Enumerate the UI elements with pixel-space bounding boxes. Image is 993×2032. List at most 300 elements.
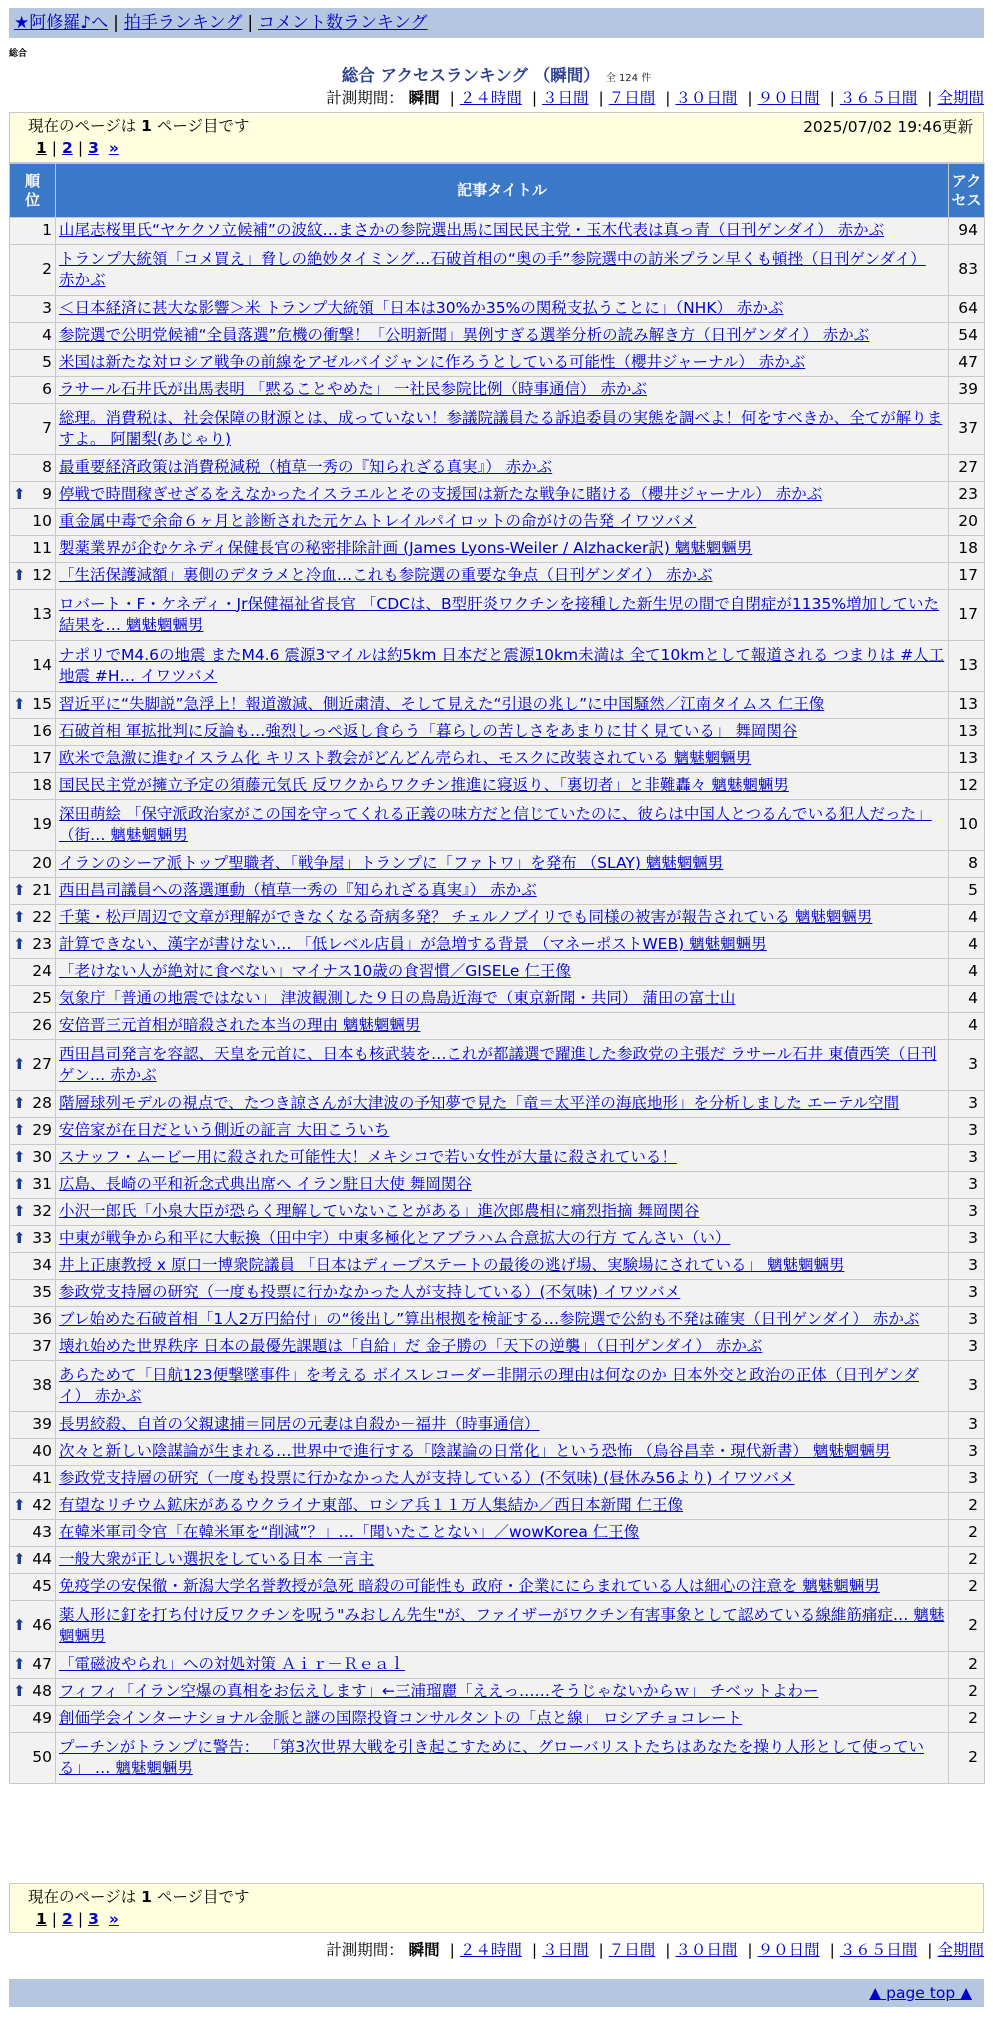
rank-number: 41 (32, 1469, 52, 1488)
table-row (10, 350, 985, 377)
title-cell (56, 1493, 949, 1520)
period-24h-link[interactable]: ２４時間 (459, 1941, 522, 1959)
page-1-current: 1 (36, 1910, 47, 1928)
article-title-link[interactable]: 石破首相 軍拡批判に反論も…強烈しっぺ返し食らう「暮らしの苦しさをあまりに甘く見ている」 舞岡関谷 (59, 722, 798, 741)
rank-number: 39 (32, 1415, 52, 1434)
rank-cell (10, 641, 56, 692)
article-title-link[interactable]: 重金属中毒で余命６ヶ月と診断された元ケムトレイルパイロットの命がけの告発 イワツバメ (59, 512, 697, 531)
title-cell (56, 1199, 949, 1226)
up-arrow-icon: ⬆ (13, 695, 26, 714)
table-row (10, 986, 985, 1013)
article-title-link[interactable]: 有望なリチウム鉱床があるウクライナ東部、ロシア兵１１万人集結か／西日本新聞 仁王像 (59, 1496, 684, 1515)
access-count: 3 (949, 1466, 985, 1493)
access-column-header: アクセス (949, 164, 985, 218)
rank-cell (10, 1574, 56, 1601)
table-row (10, 563, 985, 590)
period-7d-link[interactable]: ７日間 (608, 89, 656, 107)
title-cell (56, 218, 949, 245)
rank-cell (10, 1520, 56, 1547)
access-count: 3 (949, 1253, 985, 1280)
title-cell (56, 1118, 949, 1145)
rank-cell (10, 959, 56, 986)
rank-number: 2 (42, 260, 52, 279)
up-arrow-icon: ⬆ (13, 1055, 26, 1074)
table-row (10, 1013, 985, 1040)
rank-cell (10, 1706, 56, 1733)
table-row (10, 590, 985, 641)
up-arrow-icon: ⬆ (13, 1094, 26, 1113)
rank-cell (10, 1199, 56, 1226)
rank-cell (10, 719, 56, 746)
article-title-link[interactable]: 参政党支持層の研究（一度も投票に行かなかった人が支持している）(不気味) (昼休み56より) イワツバメ (59, 1469, 795, 1488)
article-title-link[interactable]: 免疫学の安保徹・新潟大学名誉教授が急死 暗殺の可能性も 政府・企業ににらまれている人は細心の注意を 魑魅魍魎男 (59, 1577, 880, 1596)
access-count: 13 (949, 746, 985, 773)
period-24h-link[interactable]: ２４時間 (459, 89, 522, 107)
access-count: 4 (949, 986, 985, 1013)
article-title-link[interactable]: 参政党支持層の研究（一度も投票に行かなかった人が支持している）(不気味) イワツバメ (59, 1283, 681, 1302)
article-title-link[interactable]: スナッフ・ムービー用に殺された可能性大！メキシコで若い女性が大量に殺されている！ (59, 1148, 677, 1167)
rank-cell (10, 563, 56, 590)
rank-number: 35 (32, 1283, 52, 1302)
rank-number: 34 (32, 1256, 52, 1275)
table-row (10, 1601, 985, 1652)
title-cell (56, 1547, 949, 1574)
article-title-link[interactable]: 欧米で急激に進むイスラム化 キリスト教会がどんどん売られ、モスクに改装されている 魑魅魍魎男 (59, 749, 752, 768)
rank-cell (10, 1040, 56, 1091)
title-cell (56, 905, 949, 932)
rank-cell (10, 851, 56, 878)
title-cell (56, 563, 949, 590)
article-title-link[interactable]: 一般大衆が正しい選択をしている日本 一言主 (59, 1550, 374, 1569)
access-count: 10 (949, 800, 985, 851)
article-title-link[interactable]: 国民民主党が擁立予定の須藤元気氏 反ワクからワクチン推進に寝返り、「裏切者」と非難轟々 魑魅魍魎男 (59, 776, 789, 795)
up-arrow-icon: ⬆ (13, 485, 26, 504)
next-page-link[interactable]: » (108, 1910, 119, 1928)
table-row (10, 1334, 985, 1361)
rank-number: 31 (32, 1175, 52, 1194)
article-title-link[interactable]: 中東が戦争から和平に大転換（田中宇）中東多極化とアブラハム合意拡大の行方 てんさい（い） (59, 1229, 731, 1248)
rank-number: 48 (32, 1682, 52, 1701)
access-count: 3 (949, 1040, 985, 1091)
rank-cell (10, 1172, 56, 1199)
access-count: 3 (949, 1307, 985, 1334)
access-count: 2 (949, 1574, 985, 1601)
page-2-link[interactable]: 2 (62, 1910, 73, 1928)
rank-number: 29 (32, 1121, 52, 1140)
table-row (10, 1091, 985, 1118)
access-count: 13 (949, 641, 985, 692)
current-page-text: 現在のページは 1 ページ目です (28, 1888, 250, 1906)
access-count: 2 (949, 1679, 985, 1706)
period-3d-link[interactable]: ３日間 (542, 1941, 589, 1959)
table-row (10, 1520, 985, 1547)
rank-number: 4 (42, 326, 52, 345)
rank-number: 24 (32, 962, 52, 981)
period-30d-link[interactable]: ３０日間 (675, 89, 738, 107)
rank-number: 7 (42, 419, 52, 438)
rank-number: 16 (32, 722, 52, 741)
rank-number: 22 (32, 908, 52, 927)
up-arrow-icon: ⬆ (13, 881, 26, 900)
article-title-link[interactable]: あらためて「日航123便撃墜事件」を考える ボイスレコーダー非開示の理由は何なのか 日本外交と政治の正体（日刊ゲンダイ） 赤かぶ (59, 1365, 919, 1405)
access-count: 3 (949, 1145, 985, 1172)
rank-number: 40 (32, 1442, 52, 1461)
rank-number: 8 (42, 458, 52, 477)
rank-cell (10, 692, 56, 719)
up-arrow-icon: ⬆ (13, 1175, 26, 1194)
title-cell (56, 1145, 949, 1172)
article-title-link[interactable]: 山尾志桜里氏“ヤケクソ立候補”の波紋…まさかの参院選出馬に国民民主党・玉木代表は真っ青（日刊ゲンダイ） 赤かぶ (59, 221, 885, 240)
rank-cell (10, 590, 56, 641)
access-count: 2 (949, 1652, 985, 1679)
title-cell (56, 851, 949, 878)
article-title-link[interactable]: 井上正康教授 x 原口一博衆院議員 「日本はディープステートの最後の逃げ場、実験場にされている」 魑魅魍魎男 (59, 1256, 845, 1275)
title-cell (56, 1226, 949, 1253)
article-title-link[interactable]: プーチンがトランプに警告： 「第3次世界大戦を引き起こすために、グローバリストたちはあなたを操り人形として使っている」 … 魑魅魍魎男 (59, 1737, 924, 1777)
title-cell (56, 800, 949, 851)
article-title-link[interactable]: 製薬業界が企むケネディ保健長官の秘密排除計画 (James Lyons-Weiler / Alzhacker訳) 魑魅魍魎男 (59, 539, 753, 558)
period-all-link[interactable]: 全期間 (937, 89, 984, 107)
access-count: 3 (949, 1172, 985, 1199)
table-row (10, 1679, 985, 1706)
article-title-link[interactable]: 習近平に“失脚説”急浮上！報道激減、側近粛清、そして見えた“引退の兆し”に中国騒然／江南タイムス 仁王像 (59, 695, 825, 714)
rank-cell (10, 878, 56, 905)
access-count: 64 (949, 296, 985, 323)
title-cell (56, 1574, 949, 1601)
rank-cell (10, 296, 56, 323)
rank-cell (10, 1118, 56, 1145)
table-row (10, 1172, 985, 1199)
title-cell (56, 1652, 949, 1679)
article-title-link[interactable]: 次々と新しい陰謀論が生まれる…世界中で進行する「陰謀論の日常化」という恐怖 （烏谷昌幸・現代新書） 魑魅魍魎男 (59, 1442, 891, 1461)
table-row (10, 296, 985, 323)
rank-cell (10, 1145, 56, 1172)
rank-number: 43 (32, 1523, 52, 1542)
period-90d-link[interactable]: ９０日間 (757, 89, 820, 107)
access-count: 4 (949, 905, 985, 932)
access-count: 13 (949, 719, 985, 746)
title-cell (56, 1334, 949, 1361)
article-title-link[interactable]: フィフィ「イラン空爆の真相をお伝えします」←三浦瑠麗「ええっ……そうじゃないからｗ」 チベットよわー (59, 1682, 819, 1701)
page-3-link[interactable]: 3 (88, 139, 99, 157)
rank-cell (10, 1466, 56, 1493)
access-count: 39 (949, 377, 985, 404)
rank-cell (10, 800, 56, 851)
rank-cell (10, 1226, 56, 1253)
title-cell (56, 1439, 949, 1466)
bottom-bar (9, 1979, 984, 2007)
article-title-link[interactable]: 西田昌司議員への落選運動（植草一秀の『知られざる真実』） 赤かぶ (59, 881, 537, 900)
rank-number: 46 (32, 1616, 52, 1635)
up-arrow-icon: ⬆ (13, 1121, 26, 1140)
table-row (10, 1361, 985, 1412)
title-cell (56, 1601, 949, 1652)
title-cell (56, 719, 949, 746)
title-cell (56, 404, 949, 455)
table-row (10, 1412, 985, 1439)
table-row (10, 851, 985, 878)
rank-number: 30 (32, 1148, 52, 1167)
table-row (10, 719, 985, 746)
table-row (10, 773, 985, 800)
article-title-link[interactable]: ナポリでM4.6の地震 またM4.6 震源3マイルは約5km 日本だと震源10km未満は 全て10kmとして報道される つまりは #人工地震 #H… イワツバメ (59, 645, 945, 685)
access-count: 12 (949, 773, 985, 800)
rank-cell (10, 404, 56, 455)
period-30d-link[interactable]: ３０日間 (675, 1941, 738, 1959)
period-all-link[interactable]: 全期間 (937, 1941, 984, 1959)
title-cell (56, 1091, 949, 1118)
article-title-link[interactable]: 西田昌司発言を容認、天皇を元首に、日本も核武装を…これが都議選で躍進した参政党の主張だ ラサール石井 東債西笑（日刊ゲン… 赤かぶ (59, 1044, 937, 1084)
access-count: 20 (949, 509, 985, 536)
period-90d-link[interactable]: ９０日間 (757, 1941, 820, 1959)
title-cell (56, 959, 949, 986)
access-count: 17 (949, 563, 985, 590)
table-row (10, 1307, 985, 1334)
rank-number: 33 (32, 1229, 52, 1248)
article-title-link[interactable]: 在韓米軍司令官「在韓米軍を“削減”？」…「聞いたことない」／wowKorea 仁王像 (59, 1523, 640, 1542)
rank-number: 5 (42, 353, 52, 372)
rank-cell (10, 1439, 56, 1466)
rank-cell (10, 1253, 56, 1280)
rank-cell (10, 1361, 56, 1412)
rank-number: 3 (42, 299, 52, 318)
period-365d-link[interactable]: ３６５日間 (839, 1941, 918, 1959)
table-row (10, 1652, 985, 1679)
table-row (10, 959, 985, 986)
item-count: 全 124 件 (605, 73, 652, 84)
title-cell (56, 296, 949, 323)
article-title-link[interactable]: 「電磁波やられ」への対処対策 Ａｉｒ－Ｒｅａｌ (59, 1655, 405, 1674)
rank-number: 32 (32, 1202, 52, 1221)
rank-number: 6 (42, 380, 52, 399)
table-row (10, 536, 985, 563)
rank-number: 19 (32, 815, 52, 834)
access-count: 4 (949, 1013, 985, 1040)
rank-cell (10, 323, 56, 350)
next-page-link[interactable]: » (108, 139, 119, 157)
rank-cell (10, 1412, 56, 1439)
table-row (10, 455, 985, 482)
article-title-link[interactable]: 小沢一郎氏「小泉大臣が恐らく理解していないことがある」進次郎農相に痛烈指摘 舞岡関谷 (59, 1202, 700, 1221)
pagination: 1 | 2 | 3 » (36, 139, 119, 157)
article-title-link[interactable]: 壊れ始めた世界秩序 日本の最優先課題は「自給」だ 金子勝の「天下の逆襲」（日刊ゲンダイ） 赤かぶ (59, 1337, 763, 1356)
up-arrow-icon: ⬆ (13, 1550, 26, 1569)
title-cell (56, 1172, 949, 1199)
ranking-table (9, 163, 985, 1784)
table-row (10, 509, 985, 536)
title-cell (56, 350, 949, 377)
up-arrow-icon: ⬆ (13, 1496, 26, 1515)
article-title-link[interactable]: 計算できない、漢字が書けない… 「低レベル店員」が急増する背景 （マネーポストWEB) 魑魅魍魎男 (59, 935, 767, 954)
period-3d-link[interactable]: ３日間 (542, 89, 589, 107)
title-cell (56, 1361, 949, 1412)
article-title-link[interactable]: ラサール石井氏が出馬表明 「黙ることやめた」 一社民参院比例（時事通信） 赤かぶ (59, 380, 647, 399)
asyura-home-link[interactable]: ★阿修羅♪へ (14, 13, 109, 33)
access-count: 27 (949, 455, 985, 482)
title-cell (56, 323, 949, 350)
title-cell (56, 377, 949, 404)
access-count: 94 (949, 218, 985, 245)
period-selector-top: 計測期間： 瞬間 | ２４時間 | ３日間 | ７日間 | ３０日間 | ９０日間 | ３６５日間 | 全期間 (326, 89, 984, 107)
access-count: 54 (949, 323, 985, 350)
access-count: 5 (949, 878, 985, 905)
article-title-link[interactable]: 千葉・松戸周辺で文章が理解ができなくなる奇病多発？ チェルノブイリでも同様の被害が報告されている 魑魅魍魎男 (59, 908, 873, 927)
rank-number: 28 (32, 1094, 52, 1113)
article-title-link[interactable]: 薬人形に釘を打ち付け反ワクチンを呪う"みおしん先生"が、ファイザーがワクチン有害事象として認めている線維筋痛症… 魑魅魍魎男 (59, 1605, 945, 1645)
rank-cell (10, 1334, 56, 1361)
title-cell (56, 1307, 949, 1334)
title-cell (56, 773, 949, 800)
period-7d-link[interactable]: ７日間 (608, 1941, 656, 1959)
access-count: 8 (949, 851, 985, 878)
article-title-link[interactable]: 米国は新たな対ロシア戦争の前線をアゼルバイジャンに作ろうとしている可能性（櫻井ジャーナル） 赤かぶ (59, 353, 806, 372)
nav-separator: | (247, 13, 254, 33)
article-title-link[interactable]: 広島、長崎の平和祈念式典出席へ イラン駐日大使 舞岡関谷 (59, 1175, 472, 1194)
current-page-text: 現在のページは 1 ページ目です (28, 117, 250, 135)
access-count: 2 (949, 1520, 985, 1547)
table-row (10, 245, 985, 296)
table-row (10, 905, 985, 932)
up-arrow-icon: ⬆ (13, 1655, 26, 1674)
rank-number: 38 (32, 1376, 52, 1395)
table-row (10, 218, 985, 245)
access-count: 3 (949, 1361, 985, 1412)
up-arrow-icon: ⬆ (13, 1229, 26, 1248)
title-cell (56, 1520, 949, 1547)
title-cell (56, 1733, 949, 1784)
up-arrow-icon: ⬆ (13, 935, 26, 954)
article-title-link[interactable]: 最重要経済政策は消費税減税（植草一秀の『知られざる真実』） 赤かぶ (59, 458, 553, 477)
clap-ranking-link[interactable]: 拍手ランキング (123, 13, 243, 33)
period-selector-bottom: 計測期間： 瞬間 | ２４時間 | ３日間 | ７日間 | ３０日間 | ９０日間 | ３６５日間 | 全期間 (326, 1941, 984, 1959)
table-row (10, 1706, 985, 1733)
rank-cell (10, 245, 56, 296)
pager-bottom (9, 1883, 984, 1933)
rank-cell (10, 1493, 56, 1520)
article-title-link[interactable]: 階層球列モデルの視点で、たつき諒さんが大津波の予知夢で見た「竜＝太平洋の海底地形」を分析しました エーテル空間 (59, 1094, 900, 1113)
article-title-link[interactable]: 創価学会インターナショナル金脈と謎の国際投資コンサルタントの「点と線」 ロシアチョコレート (59, 1709, 743, 1728)
rank-number: 26 (32, 1016, 52, 1035)
access-count: 17 (949, 590, 985, 641)
rank-cell (10, 1652, 56, 1679)
comment-ranking-link[interactable]: コメント数ランキング (258, 13, 428, 33)
up-arrow-icon: ⬆ (13, 1202, 26, 1221)
access-count: 4 (949, 932, 985, 959)
article-title-link[interactable]: 停戦で時間稼ぎせざるをえなかったイスラエルとその支援国は新たな戦争に賭ける（櫻井ジャーナル） 赤かぶ (59, 485, 823, 504)
period-365d-link[interactable]: ３６５日間 (839, 89, 918, 107)
rank-cell (10, 773, 56, 800)
up-arrow-icon: ⬆ (13, 908, 26, 927)
article-title-link[interactable]: 安倍家が在日だという側近の証言 大田こういち (59, 1121, 390, 1140)
article-title-link[interactable]: ＜日本経済に甚大な影響＞米 トランプ大統領「日本は30%か35%の関税支払うことに」（NHK） 赤かぶ (59, 299, 784, 318)
rank-number: 12 (32, 566, 52, 585)
article-title-link[interactable]: 長男絞殺、自首の父親逮捕＝同居の元妻は自殺か－福井（時事通信） (59, 1415, 540, 1434)
period-current: 瞬間 (408, 1941, 440, 1959)
table-row (10, 1733, 985, 1784)
up-arrow-icon: ⬆ (13, 1682, 26, 1701)
table-row (10, 1145, 985, 1172)
title-cell (56, 692, 949, 719)
title-cell (56, 509, 949, 536)
access-count: 2 (949, 1547, 985, 1574)
rank-cell (10, 1733, 56, 1784)
ranking-title: 総合 アクセスランキング （瞬間） (341, 66, 600, 85)
title-cell (56, 878, 949, 905)
table-row (10, 1253, 985, 1280)
rank-cell (10, 1013, 56, 1040)
table-row (10, 878, 985, 905)
article-title-link[interactable]: 総理。消費税は、社会保障の財源とは、成っていない！参議院議員たる訴追委員の実態を調べよ！何をすべきか、全てが解りますよ。 阿闍梨(あじゃり) (59, 408, 943, 448)
article-title-link[interactable]: 安倍晋三元首相が暗殺された本当の理由 魑魅魍魎男 (59, 1016, 421, 1035)
access-count: 3 (949, 1412, 985, 1439)
article-title-link[interactable]: 深田萌絵 「保守派政治家がこの国を守ってくれる正義の味方だと信じていたのに、彼らは中国人とつるんでいる犯人だった」（街… 魑魅魍魎男 (59, 804, 932, 844)
pagination: 1 | 2 | 3 » (36, 1910, 119, 1928)
pager-top (9, 112, 984, 163)
category-label: 総合 (9, 49, 28, 59)
rank-number: 11 (32, 539, 52, 558)
access-count: 2 (949, 1733, 985, 1784)
rank-cell (10, 746, 56, 773)
table-row (10, 1547, 985, 1574)
rank-number: 18 (32, 776, 52, 795)
rank-number: 44 (32, 1550, 52, 1569)
table-row (10, 482, 985, 509)
rank-number: 50 (32, 1748, 52, 1767)
title-cell (56, 245, 949, 296)
title-cell (56, 536, 949, 563)
access-count: 23 (949, 482, 985, 509)
article-title-link[interactable]: 「生活保護減額」裏側のデタラメと冷血…これも参院選の重要な争点（日刊ゲンダイ） 赤かぶ (59, 566, 713, 585)
rank-cell (10, 482, 56, 509)
table-row (10, 1439, 985, 1466)
access-count: 3 (949, 1280, 985, 1307)
article-title-link[interactable]: ロバート・F・ケネディ・Jr保健福祉省長官 「CDCは、B型肝炎ワクチンを接種した新生児の間で自閉症が1135%増加していた結果を… 魑魅魍魎男 (59, 594, 940, 634)
access-count: 3 (949, 1226, 985, 1253)
table-row (10, 1226, 985, 1253)
table-row (10, 1118, 985, 1145)
rank-number: 9 (42, 485, 52, 504)
table-row (10, 404, 985, 455)
rank-number: 37 (32, 1337, 52, 1356)
rank-number: 13 (32, 605, 52, 624)
title-cell (56, 641, 949, 692)
table-row (10, 1199, 985, 1226)
article-title-link[interactable]: 参院選で公明党候補“全員落選”危機の衝撃！「公明新聞」異例すぎる選挙分析の読み解き方（日刊ゲンダイ） 赤かぶ (59, 326, 870, 345)
rank-number: 17 (32, 749, 52, 768)
article-title-link[interactable]: ブレ始めた石破首相「1人2万円給付」の“後出し”算出根拠を検証する…参院選で公約も不発は確実（日刊ゲンダイ） 赤かぶ (59, 1310, 920, 1329)
title-cell (56, 1040, 949, 1091)
article-title-link[interactable]: 気象庁「普通の地震ではない」 津波観測した９日の鳥島近海で（東京新聞・共同） 蒲田の富士山 (59, 989, 736, 1008)
article-title-link[interactable]: トランプ大統領「コメ買え」脅しの絶妙タイミング…石破首相の“奥の手”参院選中の訪米プラン早くも頓挫（日刊ゲンダイ） 赤かぶ (59, 249, 926, 289)
rank-number: 1 (42, 221, 52, 240)
page-top-link[interactable]: ▲ page top ▲ (869, 1984, 972, 2002)
up-arrow-icon: ⬆ (13, 1148, 26, 1167)
title-column-header: 記事タイトル (56, 164, 949, 218)
nav-separator: | (113, 13, 119, 33)
article-title-link[interactable]: イランのシーア派トップ聖職者、「戦争屋」トランプに「ファトワ」を発布 （SLAY) 魑魅魍魎男 (59, 854, 724, 873)
rank-cell (10, 1547, 56, 1574)
access-count: 2 (949, 1601, 985, 1652)
ranking-rows (10, 218, 985, 1784)
rank-cell (10, 350, 56, 377)
page-3-link[interactable]: 3 (88, 1910, 99, 1928)
page-2-link[interactable]: 2 (62, 139, 73, 157)
page-1-current: 1 (36, 139, 47, 157)
article-title-link[interactable]: 「老けない人が絶対に食べない」マイナス10歳の食習慣／GISELe 仁王像 (59, 962, 571, 981)
access-count: 83 (949, 245, 985, 296)
rank-number: 25 (32, 989, 52, 1008)
table-row (10, 746, 985, 773)
